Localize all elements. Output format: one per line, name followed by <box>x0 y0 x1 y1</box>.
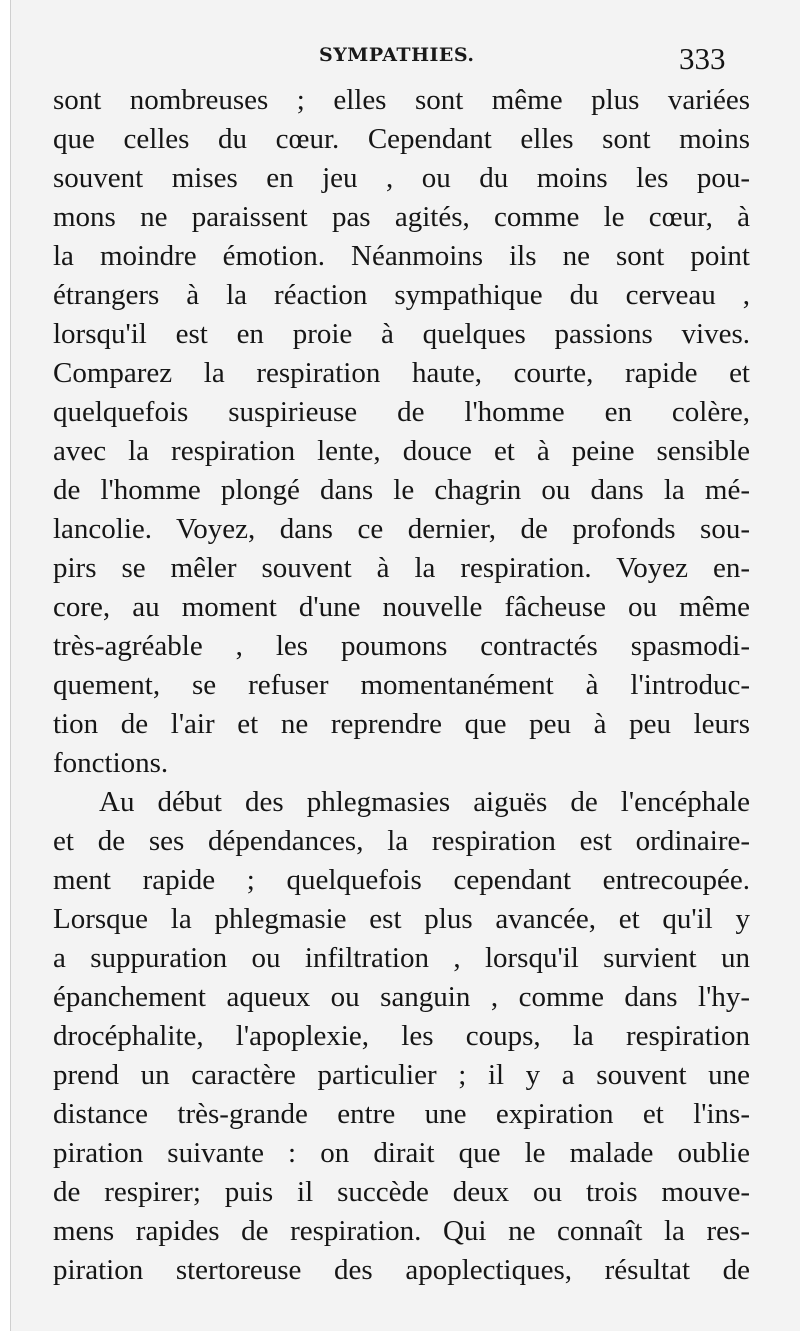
text-line: prend un caractère particulier ; il y a souvent une <box>53 1059 750 1091</box>
text-line: sont nombreuses ; elles sont même plus variées <box>53 84 750 116</box>
text-line: la moindre émotion. Néanmoins ils ne sont point <box>53 240 750 272</box>
running-head: SYMPATHIES. <box>319 44 475 66</box>
page-header <box>11 41 800 76</box>
text-line: mens rapides de respiration. Qui ne connaît la res- <box>53 1215 750 1247</box>
text-line: quelquefois suspirieuse de l'homme en colère, <box>53 396 750 428</box>
text-line: étrangers à la réaction sympathique du cerveau , <box>53 279 750 311</box>
text-line: mons ne paraissent pas agités, comme le cœur, à <box>53 201 750 233</box>
text-line: lancolie. Voyez, dans ce dernier, de profonds sou- <box>53 513 750 545</box>
text-line: lorsqu'il est en proie à quelques passions vives. <box>53 318 750 350</box>
text-line: distance très-grande entre une expiration et l'ins- <box>53 1098 750 1130</box>
text-line: piration suivante : on dirait que le malade oublie <box>53 1137 750 1169</box>
text-line: de l'homme plongé dans le chagrin ou dans la mé- <box>53 474 750 506</box>
text-line: pirs se mêler souvent à la respiration. Voyez en- <box>53 552 750 584</box>
text-line: core, au moment d'une nouvelle fâcheuse ou même <box>53 591 750 623</box>
paragraph-first-line: Au début des phlegmasies aiguës de l'encéphale <box>99 786 750 818</box>
text-line: souvent mises en jeu , ou du moins les pou- <box>53 162 750 194</box>
text-line: quement, se refuser momentanément à l'introduc- <box>53 669 750 701</box>
text-line: ment rapide ; quelquefois cependant entrecoupée. <box>53 864 750 896</box>
text-line: drocéphalite, l'apoplexie, les coups, la respiration <box>53 1020 750 1052</box>
text-line: Lorsque la phlegmasie est plus avancée, et qu'il y <box>53 903 750 935</box>
text-line: de respirer; puis il succède deux ou trois mouve- <box>53 1176 750 1208</box>
text-line: piration stertoreuse des apoplectiques, résultat de <box>53 1254 750 1286</box>
text-line: tion de l'air et ne reprendre que peu à peu leurs <box>53 708 750 740</box>
text-line: a suppuration ou infiltration , lorsqu'il survient un <box>53 942 750 974</box>
text-line: que celles du cœur. Cependant elles sont moins <box>53 123 750 155</box>
text-line: très-agréable , les poumons contractés spasmodi- <box>53 630 750 662</box>
text-line: épanchement aqueux ou sanguin , comme dans l'hy- <box>53 981 750 1013</box>
text-line: avec la respiration lente, douce et à peine sensible <box>53 435 750 467</box>
text-line: Comparez la respiration haute, courte, rapide et <box>53 357 750 389</box>
text-line: fonctions. <box>53 747 169 779</box>
text-line: et de ses dépendances, la respiration est ordinaire- <box>53 825 750 857</box>
book-page <box>10 0 800 1331</box>
page-number: 333 <box>679 41 726 76</box>
